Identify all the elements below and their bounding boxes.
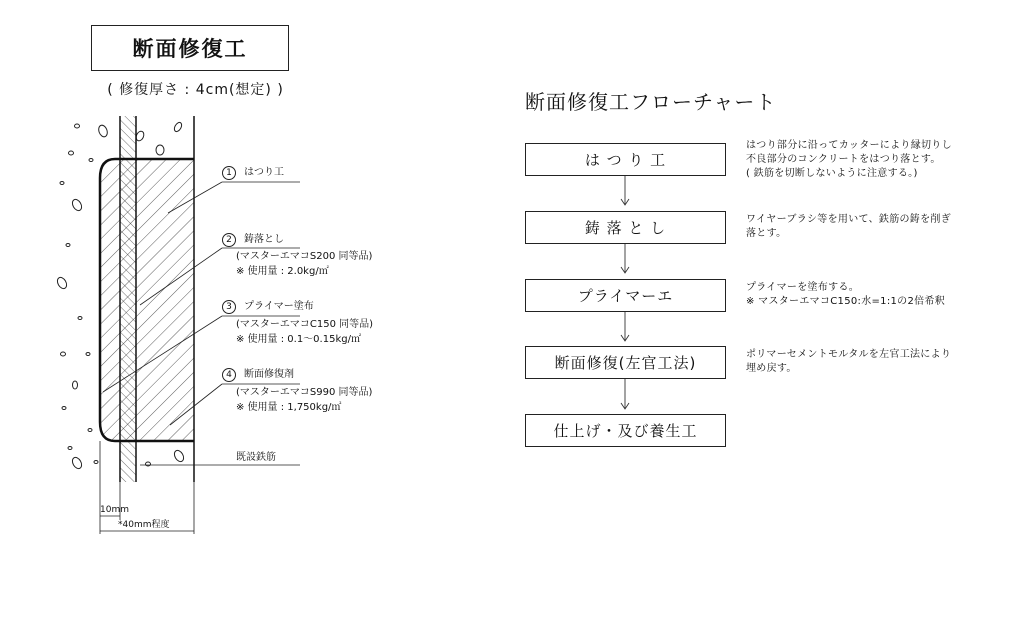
- callout-number-4: 4: [222, 368, 236, 382]
- flow-step-1: は つ り 工: [525, 143, 726, 176]
- section-title: 断面修復工: [91, 25, 289, 71]
- flow-step-2-description: ワイヤーブラシ等を用いて、鉄筋の鋳を削ぎ 落とす。: [746, 214, 951, 239]
- callout-4-line-2: (マスターエマコS990 同等品): [236, 387, 373, 398]
- chipped-concrete-area: [100, 159, 118, 441]
- flow-step-4-description: ポリマーセメントモルタルを左官工法により 埋め戻す。: [746, 349, 952, 374]
- rebar: [120, 116, 136, 482]
- rebar-label: 既設鉄筋: [236, 452, 276, 463]
- callout-1-line-1: はつり工: [244, 167, 284, 178]
- flow-step-5: 仕上げ・及び養生工: [525, 414, 726, 447]
- callout-4-line-1: 断面修復剤: [244, 369, 294, 380]
- callout-4-line-3: ※ 使用量 : 1,750kg/㎡: [236, 402, 342, 413]
- callout-number-3: 3: [222, 300, 236, 314]
- dimension-small: 10mm: [100, 505, 129, 515]
- callout-3-line-1: プライマー塗布: [244, 301, 314, 312]
- flow-step-4: 断面修復(左官工法): [525, 346, 726, 379]
- callout-2-line-1: 鋳落とし: [244, 234, 284, 245]
- section-subtitle: ( 修復厚さ : 4cm(想定) ): [107, 82, 284, 98]
- callout-2-line-2: (マスターエマコS200 同等品): [236, 251, 373, 262]
- flow-step-3-description: プライマーを塗布する。 ※ マスターエマコC150:水=1:1の2倍希釈: [746, 282, 946, 307]
- flowchart-title: 断面修復工フローチャート: [525, 90, 777, 114]
- callout-number-2: 2: [222, 233, 236, 247]
- callout-3-line-2: (マスターエマコC150 同等品): [236, 319, 374, 330]
- flow-step-1-description: はつり部分に沿ってカッターにより縁切りし 不良部分のコンクリートをはつり落とす。 ( 鉄筋を切断しないように注意する。): [746, 140, 952, 179]
- flow-step-2: 鋳 落 と し: [525, 211, 726, 244]
- callout-3-line-3: ※ 使用量 : 0.1〜0.15kg/㎡: [236, 334, 361, 345]
- flow-step-3: プライマーエ: [525, 279, 726, 312]
- callout-2-line-3: ※ 使用量 : 2.0kg/㎡: [236, 266, 329, 277]
- callout-number-1: 1: [222, 166, 236, 180]
- dimension-large: *40mm程度: [118, 520, 170, 530]
